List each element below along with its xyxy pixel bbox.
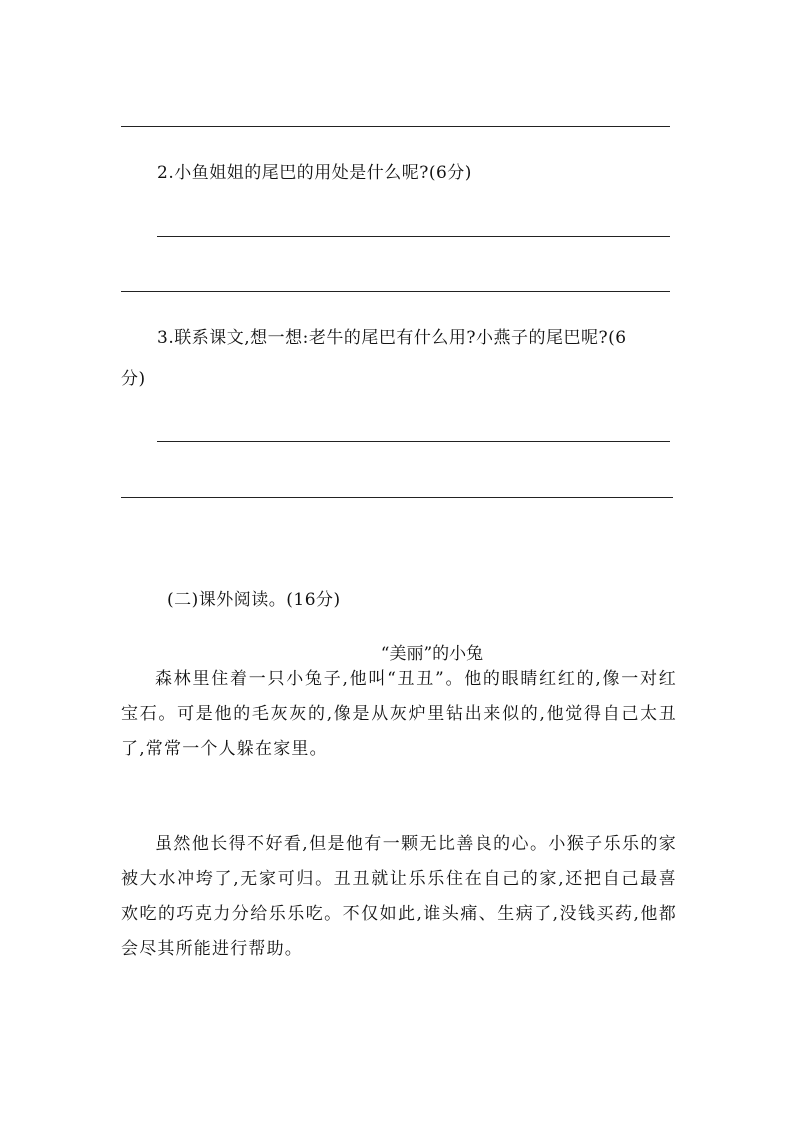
story-paragraph-1: 森林里住着一只小兔子,他叫“丑丑”。他的眼睛红红的,像一对红宝石。可是他的毛灰灰的,像是从灰炉里钻出来似的,他觉得自己太丑了,常常一个人躲在家里。 bbox=[121, 669, 677, 759]
answer-line bbox=[121, 291, 670, 292]
answer-line bbox=[121, 126, 670, 127]
question-2: 2.小鱼姐姐的尾巴的用处是什么呢?(6分) bbox=[157, 163, 472, 183]
section-heading: (二)课外阅读。(16分) bbox=[167, 590, 341, 610]
story-title: “美丽”的小兔 bbox=[380, 644, 484, 664]
answer-line bbox=[157, 441, 670, 442]
answer-line bbox=[121, 497, 673, 498]
story-paragraph-2: 虽然他长得不好看,但是他有一颗无比善良的心。小猴子乐乐的家被大水冲垮了,无家可归。丑丑就让乐乐住在自己的家,还把自己最喜欢吃的巧克力分给乐乐吃。不仅如此,谁头痛、生病了,没钱买药,他都会尽其所能进行帮助。 bbox=[121, 834, 677, 959]
question-3-line-2: 分) bbox=[121, 369, 146, 389]
answer-line bbox=[157, 236, 670, 237]
question-3-line-1: 3.联系课文,想一想:老牛的尾巴有什么用?小燕子的尾巴呢?(6 bbox=[157, 328, 627, 348]
